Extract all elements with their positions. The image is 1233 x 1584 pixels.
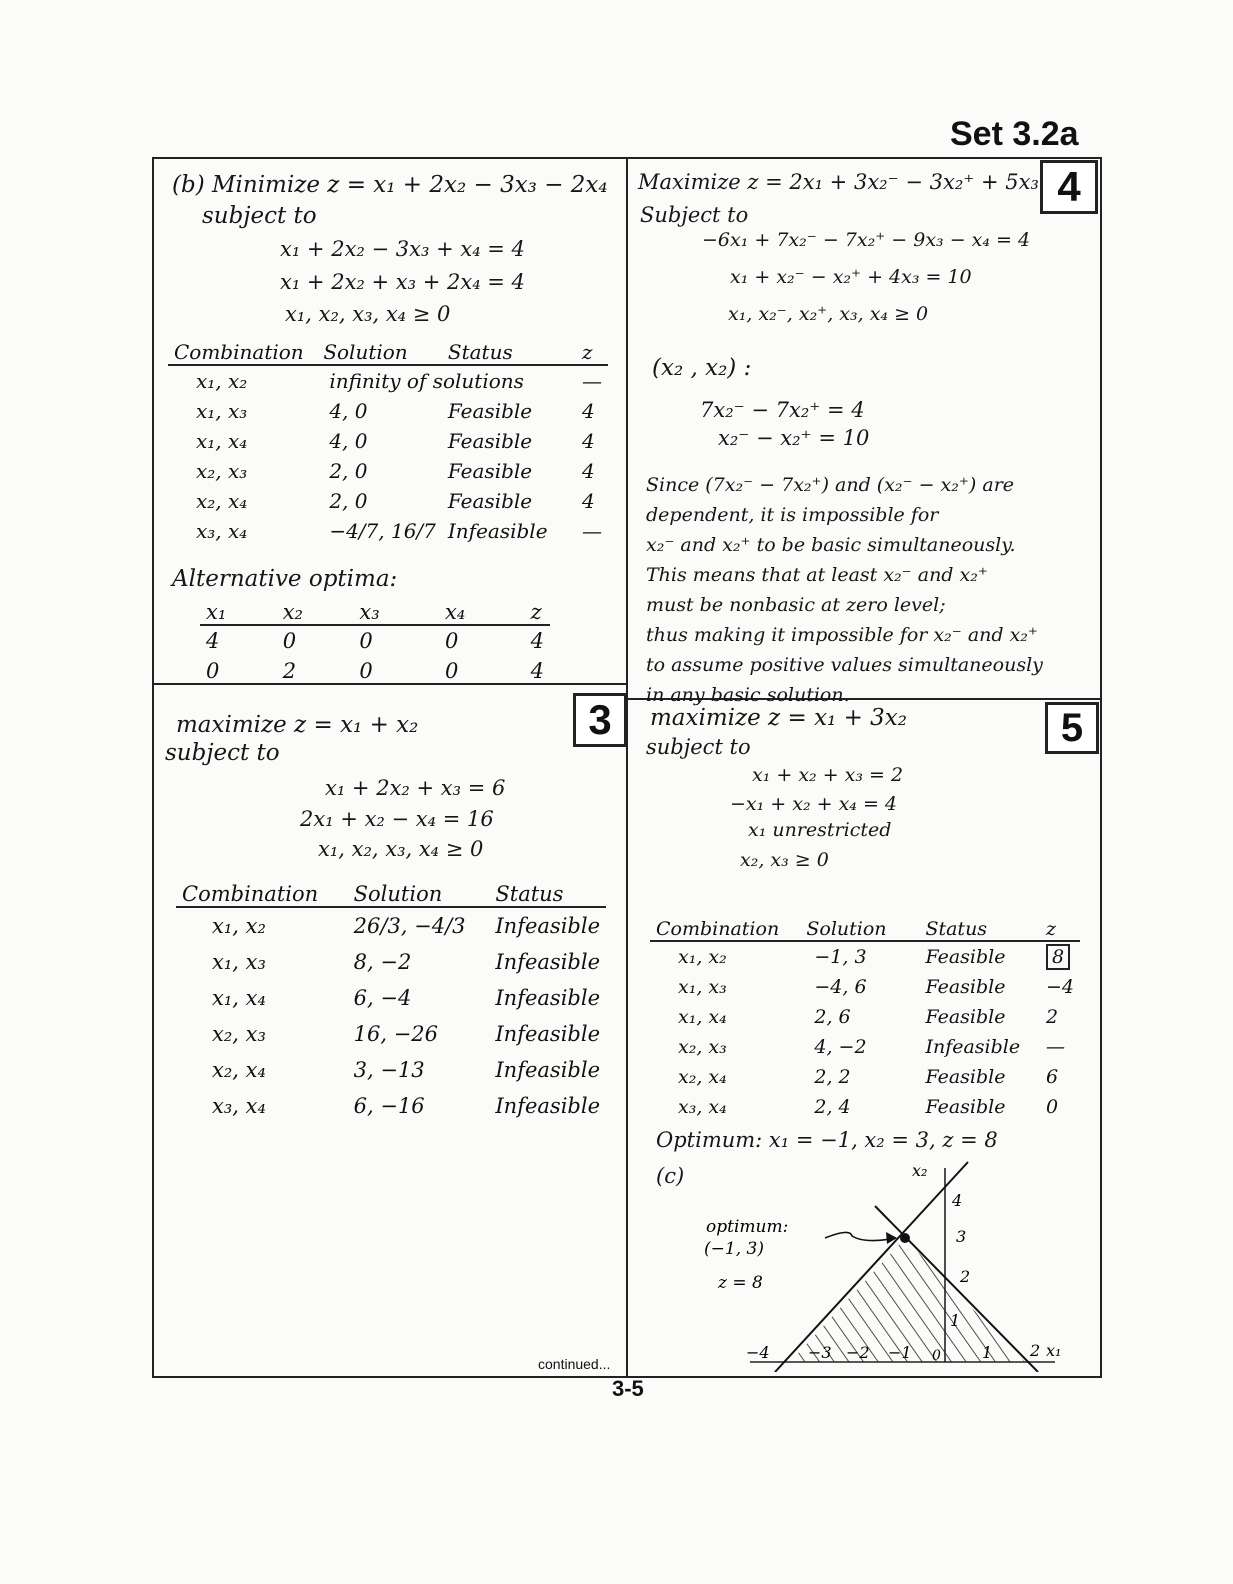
optimum-label: optimum:	[706, 1217, 789, 1237]
y-tick-3: 3	[956, 1227, 967, 1246]
table-row: x₃, x₄ −4/7, 16/7 Infeasible —	[196, 519, 602, 543]
table-row: x₂, x₄ 2, 0 Feasible 4	[196, 489, 595, 513]
problem-number-4: 4	[1040, 160, 1098, 214]
table-row: x₃, x₄ 2, 4 Feasible 0	[678, 1096, 1059, 1118]
panel-5-heading: maximize z = x₁ + 3x₂	[650, 705, 907, 731]
x-tick: 2	[1030, 1341, 1041, 1360]
optimum-coords: (−1, 3)	[704, 1239, 764, 1259]
explanation-line: must be nonbasic at zero level;	[646, 594, 946, 616]
explanation-line: dependent, it is impossible for	[646, 504, 939, 526]
panel-4-explanation	[646, 470, 1043, 710]
part-c-label: (c)	[656, 1164, 685, 1188]
set-title: Set 3.2a	[950, 115, 1079, 153]
panel-b-table	[168, 340, 608, 546]
feasible-region-graph	[700, 1150, 1090, 1372]
problem-number-3: 3	[573, 693, 627, 747]
panel-3-subject-to: subject to	[165, 740, 280, 766]
col-z: z	[582, 340, 593, 364]
table-row: 4 0 0 0 4	[206, 629, 544, 653]
col-combination: Combination	[174, 340, 304, 364]
panel-4-constraint-3: x₁, x₂⁻, x₂⁺, x₃, x₄ ≥ 0	[728, 303, 929, 325]
table-row: 0 2 0 0 4	[206, 659, 544, 683]
panel-5-constraint-1: x₁ + x₂ + x₃ = 2	[752, 764, 904, 786]
panel-4-constraint-1: −6x₁ + 7x₂⁻ − 7x₂⁺ − 9x₃ − x₄ = 4	[702, 229, 1031, 251]
panel-b-constraint-3: x₁, x₂, x₃, x₄ ≥ 0	[285, 302, 451, 326]
alt-optima-table	[200, 600, 550, 686]
page-number: 3-5	[612, 1376, 644, 1401]
alt-optima-title: Alternative optima:	[172, 566, 398, 592]
table-header-row: Combination Solution Status	[176, 882, 606, 907]
explanation-line: in any basic solution.	[646, 684, 850, 706]
center-divider	[626, 157, 628, 1376]
table-row: x₁, x₃ 8, −2 Infeasible	[212, 950, 600, 974]
x-tick: −4	[746, 1343, 770, 1362]
table-row: x₂, x₃ 16, −26 Infeasible	[212, 1022, 600, 1046]
y-tick-4: 4	[952, 1191, 963, 1210]
panel-4-constraint-2: x₁ + x₂⁻ − x₂⁺ + 4x₃ = 10	[730, 266, 972, 288]
optimal-z-box: 8	[1046, 944, 1070, 970]
table-row: x₂, x₄ 3, −13 Infeasible	[212, 1058, 600, 1082]
panel-5-constraint-3: x₁ unrestricted	[748, 819, 892, 841]
panel-b-constraint-2: x₁ + 2x₂ + x₃ + 2x₄ = 4	[280, 270, 525, 294]
col-status: Status	[447, 340, 513, 364]
panel-5-subject-to: subject to	[646, 735, 751, 759]
optimum-z: z = 8	[718, 1273, 763, 1293]
panel-4-pair-label: (x₂ , x₂) :	[652, 355, 752, 381]
panel-3-constraint-3: x₁, x₂, x₃, x₄ ≥ 0	[318, 837, 484, 861]
x-tick: −2	[846, 1343, 870, 1362]
axis-label-x1: x₁	[1046, 1341, 1062, 1360]
table-row: x₂, x₃ 2, 0 Feasible 4	[196, 459, 595, 483]
explanation-line: This means that at least x₂⁻ and x₂⁺	[646, 564, 988, 586]
panel-b-subject-to: subject to	[202, 203, 317, 229]
x-tick: −3	[808, 1343, 832, 1362]
panel-3-constraint-1: x₁ + 2x₂ + x₃ = 6	[325, 776, 506, 800]
panel-5-constraint-2: −x₁ + x₂ + x₄ = 4	[730, 793, 898, 815]
panel-5-constraint-4: x₂, x₃ ≥ 0	[740, 849, 829, 871]
panel-b-constraint-1: x₁ + 2x₂ − 3x₃ + x₄ = 4	[280, 237, 525, 261]
table-row: x₂, x₃ 4, −2 Infeasible —	[678, 1036, 1065, 1058]
x-tick: 0	[932, 1348, 941, 1364]
table-header-row: Combination Solution Status z	[650, 918, 1080, 941]
table-row: x₁, x₄ 6, −4 Infeasible	[212, 986, 600, 1010]
panel-4-pair-eq-2: x₂⁻ − x₂⁺ = 10	[718, 426, 870, 450]
table-row: x₁, x₂ 26/3, −4/3 Infeasible	[212, 914, 600, 938]
table-row: x₁, x₂ infinity of solutions —	[196, 369, 602, 393]
problem-number-5: 5	[1045, 702, 1099, 754]
table-header-row	[168, 340, 608, 365]
explanation-line: thus making it impossible for x₂⁻ and x₂⁺	[646, 624, 1038, 646]
optimum-arrow	[825, 1232, 896, 1240]
panel-4-pair-eq-1: 7x₂⁻ − 7x₂⁺ = 4	[700, 398, 865, 422]
explanation-line: Since (7x₂⁻ − 7x₂⁺) and (x₂⁻ − x₂⁺) are	[646, 474, 1015, 496]
panel-4-subject-to: Subject to	[640, 203, 749, 227]
table-row: x₁, x₄ 2, 6 Feasible 2	[678, 1006, 1059, 1028]
table-header-row: x₁ x₂ x₃ x₄ z	[200, 600, 550, 625]
panel-b-heading: (b) Minimize z = x₁ + 2x₂ − 3x₃ − 2x₄	[172, 172, 608, 198]
table-row: x₁, x₄ 4, 0 Feasible 4	[196, 429, 595, 453]
panel-3-heading: maximize z = x₁ + x₂	[176, 712, 419, 738]
panel-4-heading: Maximize z = 2x₁ + 3x₂⁻ − 3x₂⁺ + 5x₃	[638, 170, 1039, 194]
panel-3-table	[176, 882, 606, 1124]
x-tick: −1	[888, 1343, 912, 1362]
table-row: x₁, x₃ 4, 0 Feasible 4	[196, 399, 595, 423]
table-row: x₁, x₂ −1, 3 Feasible 8	[650, 941, 1080, 972]
explanation-line: to assume positive values simultaneously	[646, 654, 1043, 676]
continued-label: continued...	[538, 1356, 611, 1372]
x-tick: 1	[982, 1343, 993, 1362]
panel-3-constraint-2: 2x₁ + x₂ − x₄ = 16	[300, 807, 494, 831]
y-tick-2: 2	[960, 1267, 971, 1286]
col-solution: Solution	[323, 340, 408, 364]
panel-5-table	[650, 918, 1080, 1122]
table-row: x₂, x₄ 2, 2 Feasible 6	[678, 1066, 1059, 1088]
y-tick-1: 1	[950, 1311, 961, 1330]
optimum-line: Optimum: x₁ = −1, x₂ = 3, z = 8	[656, 1128, 998, 1152]
table-row: x₁, x₃ −4, 6 Feasible −4	[678, 976, 1074, 998]
optimum-point	[900, 1233, 910, 1243]
axis-label-x2: x₂	[912, 1161, 928, 1180]
table-row: x₃, x₄ 6, −16 Infeasible	[212, 1094, 600, 1118]
explanation-line: x₂⁻ and x₂⁺ to be basic simultaneously.	[646, 534, 1016, 556]
